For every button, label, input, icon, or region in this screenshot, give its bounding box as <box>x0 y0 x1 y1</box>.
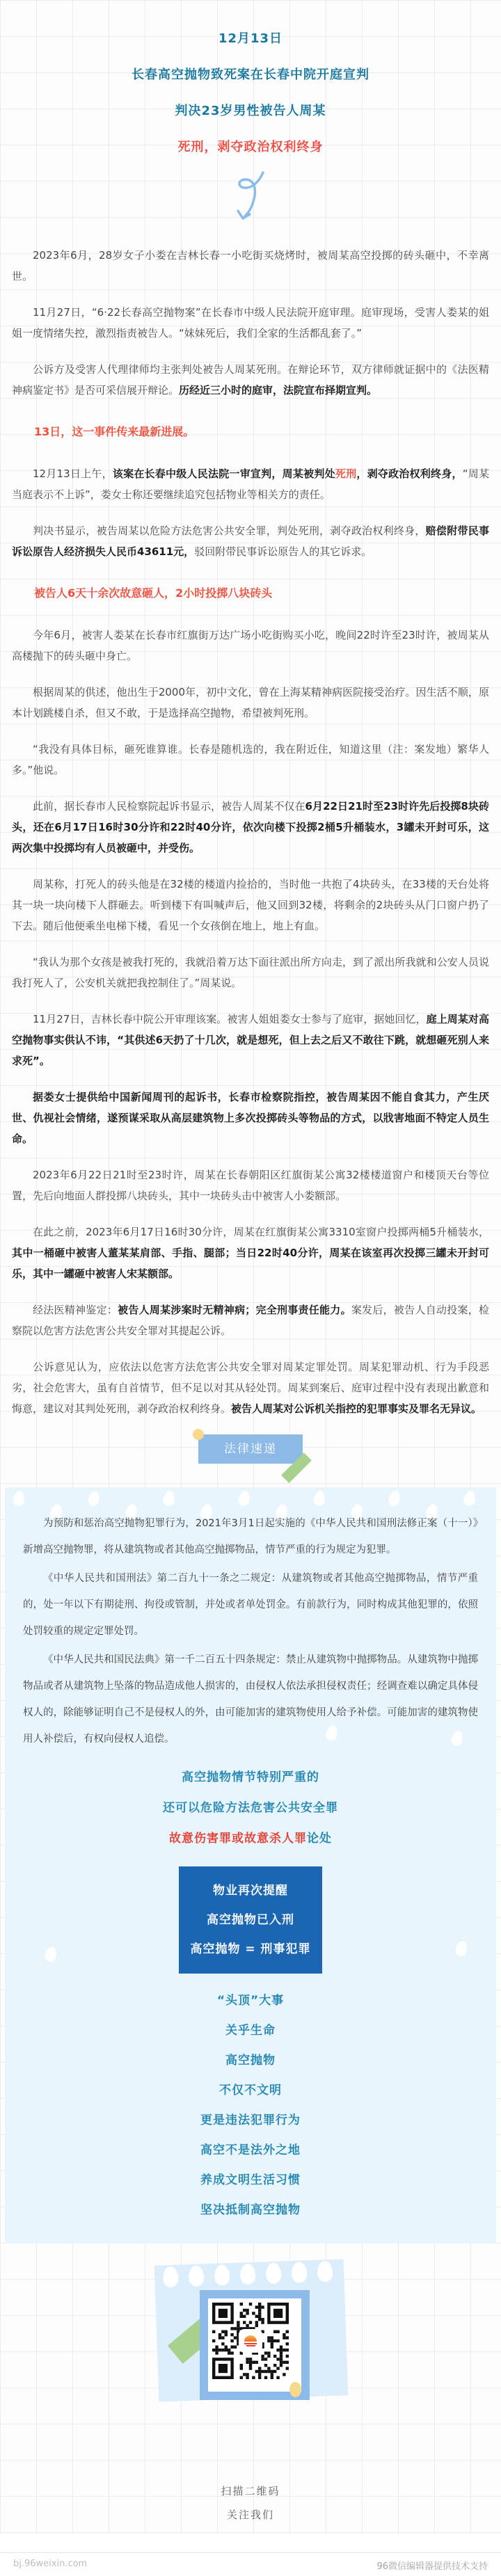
text-run: 被告人周某涉案时无精神病；完全刑事责任能力。 <box>118 1304 351 1316</box>
text-run: 死刑 <box>335 467 357 480</box>
notice-line: 高空抛物已入刑 <box>207 1913 294 1927</box>
text-run: 案发后，被告人自动投案，检察院以危害方法危害公共安全罪对其提起公诉。 <box>12 1304 489 1337</box>
header-title-line2: 判决23岁男性被告人周某 <box>175 104 326 118</box>
sunrise-icon <box>244 2335 257 2342</box>
paper-hole-decoration <box>214 2264 230 2286</box>
law-badge-wrap <box>0 1434 501 1464</box>
article-paragraph <box>12 1087 489 1149</box>
notice-line: 高空抛物 = 刑事犯罪 <box>190 1942 311 1956</box>
droplet-decoration <box>312 1489 327 1507</box>
text-run: 6月22日21时至23时许先后投掷8块砖头，还在6月17日16时30分许和22时40分许，依次向楼下投掷2桶5升桶装水，3罐未开封可乐，这两次集中投掷均有人员被砸中，并受伤。 <box>12 800 489 854</box>
text-run: “我没有具体目标，砸死谁算谁。长春是随机选的，我在附近住，知道这里（注：案发地）繁华人多。”他说。 <box>12 743 489 776</box>
closing-slogan-line: 养成文明生活习惯 <box>200 2173 301 2187</box>
text-run: 其中一桶砸中被害人董某某肩部、手指、腿部；当日22时40分许，周某在该室再次投掷三罐未开封可乐，其中一罐砸中被害人宋某额部。 <box>12 1247 489 1280</box>
text-run: 周某称，打死人的砖头他是在32楼的楼道内捡拾的，当时他一共抱了4块砖头，在33楼的天台处将其一块一块向楼下人群砸去。听到楼下有叫喊声后，他又回到32楼，将剩余的2块砖头从门口窗户扔了下去。随后他便乘坐电梯下楼，看见一个女孩倒在地上，地上有血。 <box>12 878 489 932</box>
text-run: 赔偿附带民事诉讼原告人经济损失人民币43611元， <box>12 525 489 558</box>
text-run: 该案在长春中级人民法院一审宣判，周某被判处 <box>112 467 335 480</box>
law-slogans <box>23 1762 478 1854</box>
law-badge-label: 法律速递 <box>224 1442 277 1456</box>
curved-down-arrow-icon <box>228 168 273 227</box>
article-paragraph <box>12 463 489 505</box>
text-run: 判决书显示，被告周某以危险方法危害公共安全罪，判处死刑，剥夺政治权利终身， <box>33 525 426 537</box>
law-paragraph: 《中华人民共和国刑法》第二百九十一条之二规定：从建筑物或者其他高空抛掷物品，情节严重的，处一年以下有期徒刑、拘役或管制，并处或者单处罚金。有前款行为，同时构成其他犯罪的，依照处罚较重的规定定罪处罚。 <box>23 1573 478 1637</box>
header-title-line1: 长春高空抛物致死案在长春中院开庭宣判 <box>132 67 369 82</box>
article-header <box>0 0 501 166</box>
footer-watermark-left: bj.96weixin.com <box>13 2559 88 2569</box>
slogan-run: 故意伤害罪或故意杀人罪 <box>169 1832 307 1846</box>
closing-slogan-line: 高空不是法外之地 <box>200 2143 301 2157</box>
droplet-decoration <box>87 1489 102 1507</box>
law-paragraph: 《中华人民共和国民法典》第一千二百五十四条规定：禁止从建筑物中抛掷物品。从建筑物中抛掷物品或者从建筑物上坠落的物品造成他人损害的，由侵权人依法承担侵权责任；经调查难以确定具体侵权人的，除能够证明自己不是侵权人的外，由可能加害的建筑物使用人给予补偿。可能加害的建筑物使用人补偿后，有权向侵权人追偿。 <box>23 1654 478 1745</box>
text-run: 今年6月，被害人娄某在长春市红旗街万达广场小吃街购买小吃，晚间22时许至23时许，被周某从高楼抛下的砖头砸中身亡。 <box>12 629 489 662</box>
text-run: 驳回附带民事诉讼原告人的其它诉求。 <box>194 545 372 558</box>
law-info-box <box>5 1487 496 2243</box>
droplet-decoration <box>463 1489 477 1507</box>
header-verdict-line: 死刑，剥夺政治权利终身 <box>177 140 324 154</box>
article-paragraph <box>12 952 489 993</box>
text-run: 13日，这一事件传来最新进展。 <box>34 425 195 438</box>
qr-caption-line1: 扫描二维码 <box>221 2485 280 2497</box>
text-run: 12月13日上午， <box>33 467 113 480</box>
closing-slogan-line: 不仅不文明 <box>219 2083 282 2097</box>
header-date: 12月13日 <box>218 31 283 46</box>
property-notice-box <box>179 1866 322 1974</box>
paper-hole-decoration <box>240 2264 256 2285</box>
arrow-decoration-wrap <box>0 168 501 230</box>
article-paragraph <box>12 874 489 936</box>
text-run: 历经近三小时的庭审，法院宣布择期宣判。 <box>179 384 378 397</box>
slogan-line: 还可以危险方法危害公共安全罪 <box>163 1801 338 1815</box>
text-run: 此前，据长春市人民检察院起诉书显示，被告人周某不仅在 <box>33 800 305 813</box>
paper-hole-decoration <box>317 2261 333 2282</box>
text-run: “我认为那个女孩是被我打死的，我就沿着万达下面往派出所方向走，到了派出所我就和公安人员说我打死人了，公安机关就把我控制住了。”周某说。 <box>12 956 489 989</box>
closing-slogans <box>23 1986 478 2225</box>
yellow-dot-decoration <box>193 1429 204 1440</box>
page-footer <box>0 2534 501 2576</box>
article-paragraph <box>12 739 489 781</box>
paper-hole-decoration <box>163 2266 179 2288</box>
article-body <box>0 245 501 1419</box>
article-paragraph <box>12 1009 489 1071</box>
law-paragraph: 为预防和惩治高空抛物犯罪行为，2021年3月1日起实施的《中华人民共和国刑法修正案（十一）》新增高空抛物罪，将从建筑物或者其他高空抛掷物品，情节严重的行为规定为犯罪。 <box>23 1518 478 1555</box>
closing-slogan-line: 关乎生命 <box>225 2024 276 2038</box>
article-paragraph <box>12 625 489 666</box>
closing-slogan-line: 高空抛物 <box>225 2054 276 2067</box>
notice-line: 物业再次提醒 <box>213 1884 288 1898</box>
droplet-decoration <box>388 1489 402 1507</box>
qr-caption-line2: 关注我们 <box>226 2509 274 2521</box>
text-run: 根据周某的供述，他出生于2000年，初中文化，曾在上海某精神病医院接受治疗。因生活不顺，原本计划跳楼自杀，但又不敢，于是选择高空抛物，希望被判死刑。 <box>12 686 489 719</box>
droplet-decoration <box>162 1489 177 1507</box>
droplet-decoration <box>12 1489 26 1507</box>
text-run: ，剥夺政治权利终身， <box>356 467 463 480</box>
text-run: 公诉方及受害人代理律师均主张判处被告人周某死刑。在辩论环节，双方律师就证据中的《法医精神病鉴定书》是否可采信展开辩论。 <box>12 363 489 397</box>
text-run: 2023年6月22日21时至23时许，周某在长春朝阳区红旗街某公寓32楼楼道窗户和楼顶天台等位置，先后向地面人群投掷八块砖头，其中一块砖头击中被害人小娄额部。 <box>12 1169 489 1202</box>
article-paragraph <box>12 520 489 562</box>
paper-hole-decoration <box>189 2265 205 2287</box>
section-heading <box>12 583 489 604</box>
closing-slogan-line: 更是违法犯罪行为 <box>200 2113 301 2127</box>
droplet-decoration <box>237 1489 252 1507</box>
text-run: 被告人6天十余次故意砸人，2小时投掷八块砖头 <box>34 586 273 600</box>
article-paragraph <box>12 1165 489 1206</box>
article-paragraph <box>12 245 489 287</box>
text-run: 经法医精神鉴定： <box>33 1304 118 1316</box>
article-paragraph <box>12 1222 489 1284</box>
article-paragraph <box>12 1357 489 1419</box>
closing-slogan-line: 坚决抵制高空抛物 <box>200 2203 301 2217</box>
slogan-line-mixed <box>23 1823 478 1854</box>
article-paragraph <box>12 1299 489 1341</box>
paper-hole-decoration <box>266 2262 282 2284</box>
article-paragraph <box>12 359 489 401</box>
text-run: 据娄女士提供给中国新闻周刊的起诉书，长春市检察院指控，被告周某因不能自食其力，产生厌世、仇视社会情绪，遂预谋采取从高层建筑物上多次投掷砖头等物品的方式，以戕害地面不特定人员生命。 <box>12 1091 489 1145</box>
footer-watermark-right: 96微信编辑器提供技术支持 <box>376 2561 488 2572</box>
law-badge <box>198 1434 303 1464</box>
text-run: 在此之前，2023年6月17日16时30分许，周某在红旗街某公寓3310室窗户投掷两桶5升桶装水， <box>33 1226 489 1238</box>
yellow-dot-decoration <box>289 2382 301 2397</box>
text-run: 庭上周某对高空抛物事实供认不讳，“其供述6天扔了十几次，就是想死，但上去之后又不敢往下跳，就想砸死别人来求死”。 <box>12 1013 489 1067</box>
droplet-decoration <box>454 1939 469 1957</box>
slogan-line: 高空抛物情节特别严重的 <box>182 1770 319 1784</box>
article-paragraph <box>12 682 489 723</box>
section-heading <box>12 422 489 442</box>
text-run: 11月27日，“6·22长春高空抛物案”在长春市中级人民法院开庭审理。庭审现场，受害人娄某的姐姐一度情绪失控，激烈指责被告人。“妹妹死后，我们全家的生活都乱套了。” <box>12 306 489 339</box>
text-run: “周某当庭表示不上诉”，娄女士称还要继续追究包括物业等相关方的责任。 <box>12 467 489 501</box>
text-run: 11月27日，吉林长春中院公开审理该案。被害人姐姐娄女士参与了庭审，据她回忆， <box>33 1013 427 1025</box>
green-tape-decoration <box>281 1453 312 1483</box>
article-paragraph <box>12 302 489 344</box>
droplet-decoration <box>44 1945 58 1962</box>
qr-center-logo <box>240 2330 261 2351</box>
logo-bar <box>244 2343 257 2344</box>
article-paragraph <box>12 796 489 858</box>
slogan-run: 论处 <box>307 1832 332 1846</box>
law-paragraphs <box>23 1510 478 1752</box>
text-run: 被告人周某对公诉机关指控的犯罪事实及罪名无异议。 <box>231 1402 482 1415</box>
closing-slogan-line: “头顶”大事 <box>216 1994 285 2008</box>
logo-bar <box>246 2345 255 2346</box>
text-run: 2023年6月，28岁女子小娄在吉林长春一小吃街买烧烤时，被周某高空投掷的砖头砸中，不幸离世。 <box>12 249 489 282</box>
paper-hole-decoration <box>292 2262 308 2283</box>
text-run: 公诉意见认为，应依法以危害方法危害公共安全罪对周某定罪处罚。周某犯罪动机、行为手段恶劣，社会危害大，虽有自首情节，但不足以对其从轻处罚。周某到案后、庭审过程中没有表现出歉意和悔意，建议对其判处死刑，剥夺政治权利终身。 <box>12 1361 489 1415</box>
